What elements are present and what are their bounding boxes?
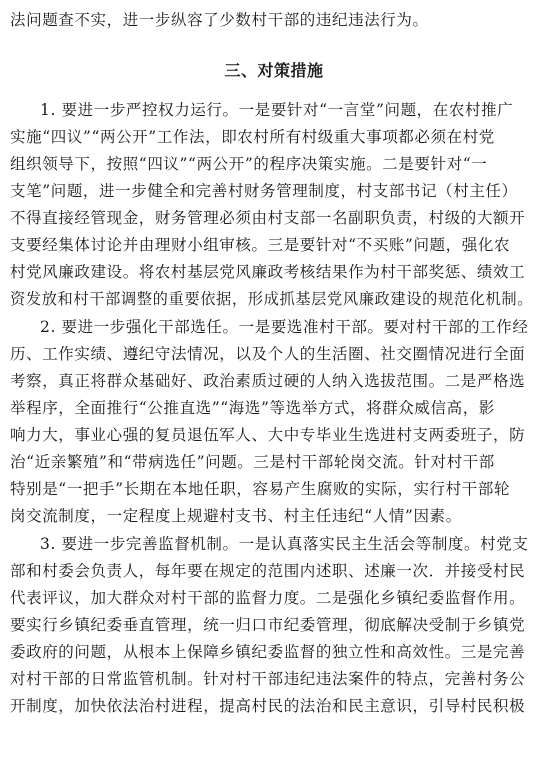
text-line: 举程序，全面推行“公推直选”“海选”等选举方式，将群众威信高，影 bbox=[10, 399, 495, 417]
text-line: 支要经集体讨论并由理财小组审核。三是要针对“不买账”问题，强化农 bbox=[10, 236, 511, 254]
text-line: 委政府的问题，从根本上保障乡镇纪委监督的独立性和高效性。三是完善 bbox=[10, 643, 526, 661]
text-line: 代表评议，加大群众对村干部的监督力度。二是强化乡镇纪委监督作用。 bbox=[10, 589, 526, 607]
section-heading: 三、对策措施 bbox=[224, 61, 324, 80]
text-line: 响力大，事业心强的复员退伍军人、大中专毕业生选进村支两委班子，防 bbox=[10, 426, 526, 444]
text-line: 支笔”问题，进一步健全和完善村财务管理制度，村支部书记（村主任） bbox=[10, 182, 518, 200]
text-line: 3. 要进一步完善监督机制。一是认真落实民主生活会等制度。村党支 bbox=[40, 535, 529, 553]
text-line: 实施“四议”“两公开”工作法，即农村所有村级重大事项都必须在村党 bbox=[10, 128, 495, 146]
text-line: 1. 要进一步严控权力运行。一是要针对“一言堂”问题，在农村推广 bbox=[40, 101, 514, 119]
text-line: 岗交流制度，一定程度上规避村支书、村主任违纪“人情”因素。 bbox=[10, 507, 462, 525]
text-line: 特别是“一把手”长期在本地任职，容易产生腐败的实际，实行村干部轮 bbox=[10, 480, 511, 498]
text-line: 要实行乡镇纪委垂直管理，统一归口市纪委管理，彻底解决受制于乡镇党 bbox=[10, 616, 526, 634]
text-line: 法问题查不实，进一步纵容了少数村干部的违纪违法行为。 bbox=[10, 11, 429, 29]
text-line: 考察，真正将群众基础好、政治素质过硬的人纳入选拔范围。二是严格选 bbox=[10, 372, 526, 390]
text-line: 开制度，加快依法治村进程，提高村民的法治和民主意识，引导村民积极 bbox=[10, 697, 526, 715]
text-line: 部和村委会负责人，每年要在规定的范围内述职、述廉一次．并接受村民 bbox=[10, 562, 526, 580]
text-line: 不得直接经管现金，财务管理必须由村支部一名副职负责，村级的大额开 bbox=[10, 209, 526, 227]
text-line: 历、工作实绩、遵纪守法情况，以及个人的生活圈、社交圈情况进行全面 bbox=[10, 345, 526, 363]
text-line: 2. 要进一步强化干部选任。一是要选准村干部。要对村干部的工作经 bbox=[40, 318, 529, 336]
text-line: 村党风廉政建设。将农村基层党风廉政考核结果作为村干部奖惩、绩效工 bbox=[10, 263, 526, 281]
text-line: 资发放和村干部调整的重要依据，形成抓基层党风廉政建设的规范化机制。 bbox=[10, 290, 534, 308]
text-line: 对村干部的日常监管机制。针对村干部违纪违法案件的特点，完善村务公 bbox=[10, 670, 526, 688]
text-line: 组织领导下，按照“四议”“两公开”的程序决策实施。二是要针对“一 bbox=[10, 155, 488, 173]
text-line: 治“近亲繁殖”和“带病选任”问题。三是村干部轮岗交流。针对村干部 bbox=[10, 453, 495, 471]
